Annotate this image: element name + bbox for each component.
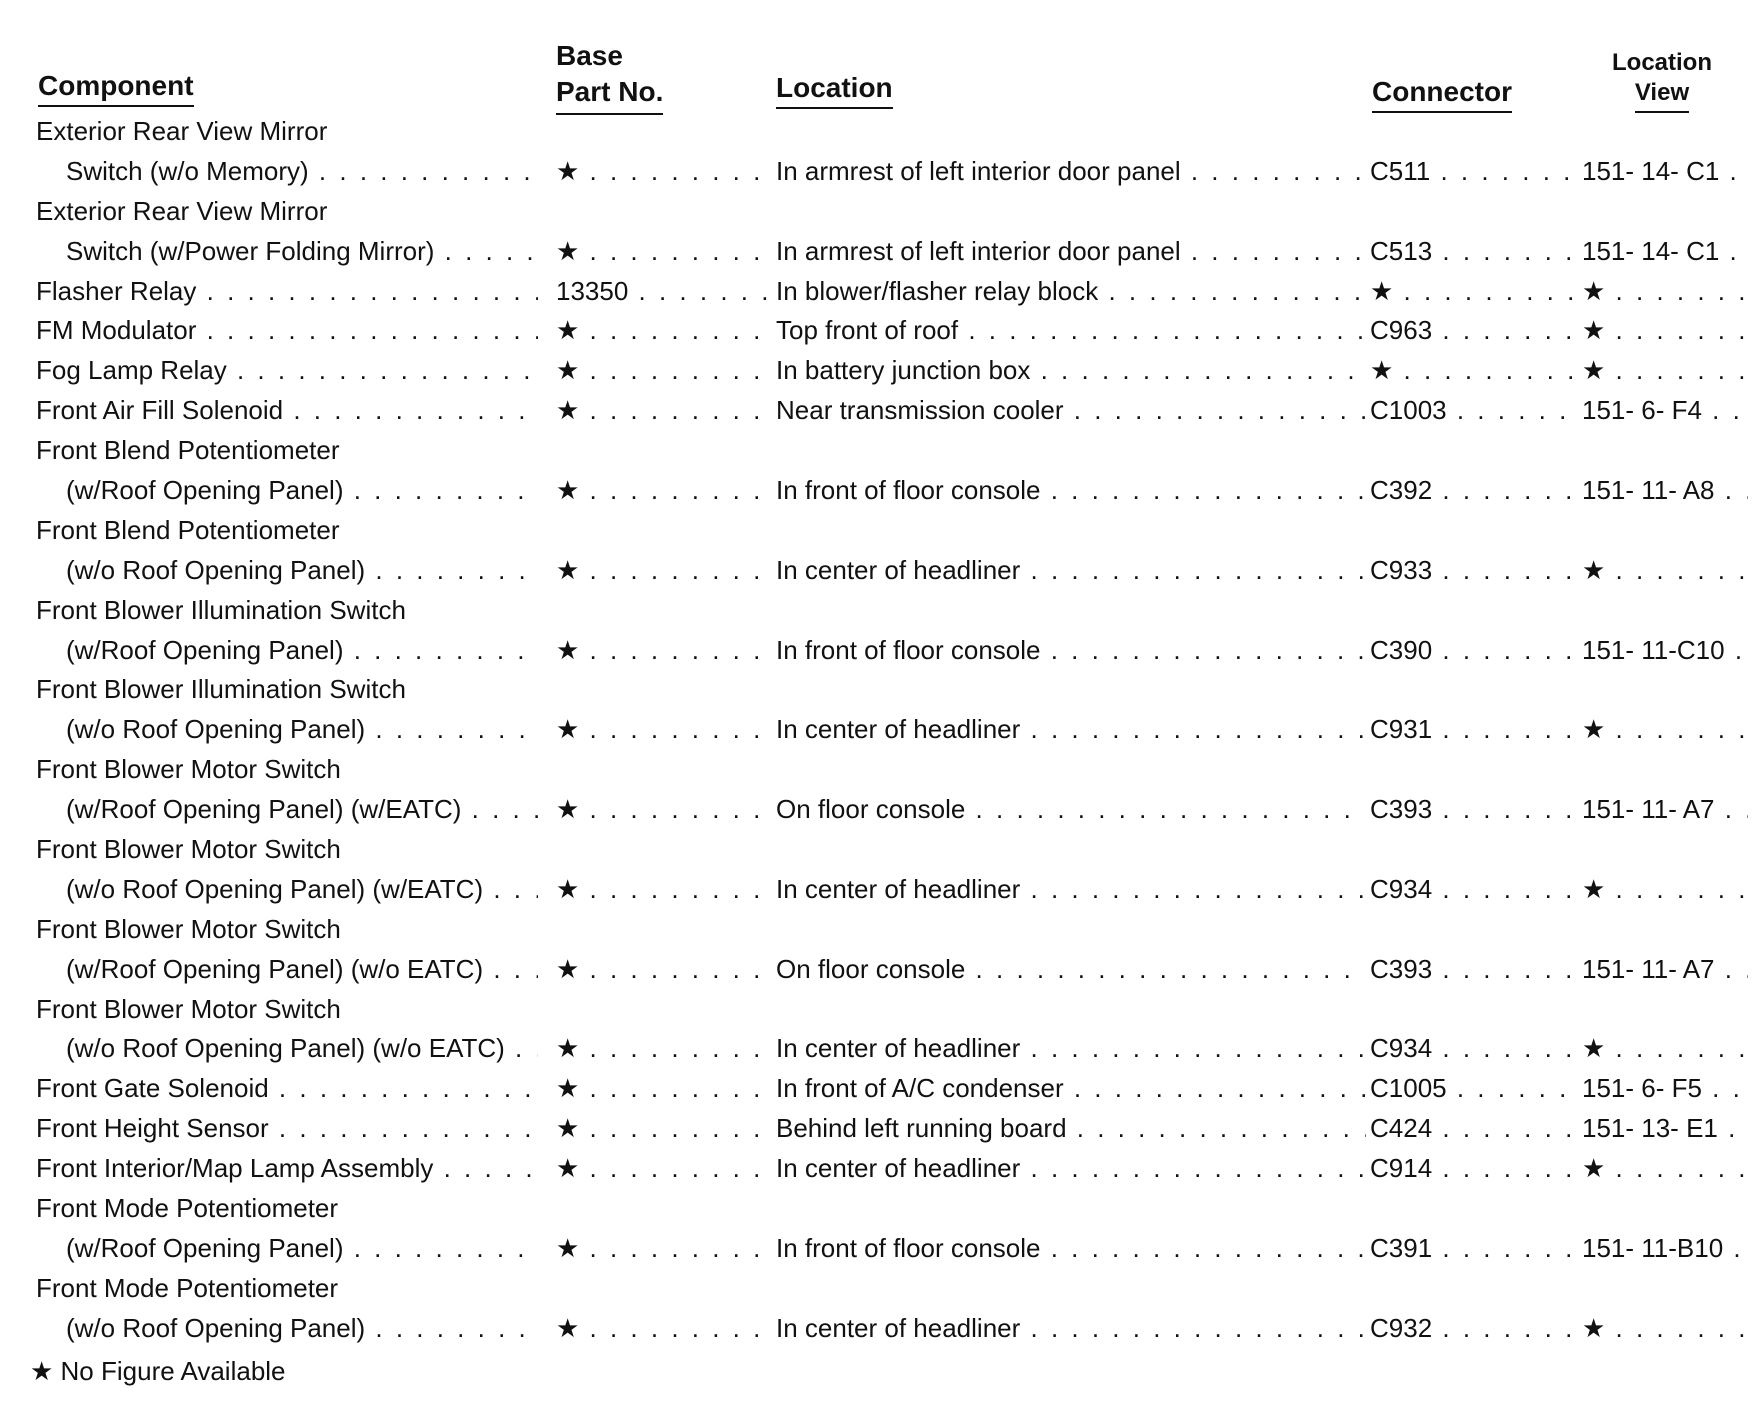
- base-part-no: ★ . . .: [556, 1109, 774, 1149]
- component-name: Fog Lamp Relay . . .: [36, 351, 538, 391]
- base-part-no: ★ . . .: [556, 790, 774, 830]
- connector-id: C390 . . .: [1370, 631, 1580, 671]
- table-row: [0, 471, 1758, 511]
- component-name: (w/Roof Opening Panel) . . .: [66, 1229, 538, 1269]
- base-part-no: ★ . . .: [556, 471, 774, 511]
- table-row: [0, 1189, 1758, 1229]
- location-view: 151- 11- A7 . . .: [1582, 950, 1748, 990]
- location-text: In armrest of left interior door panel . . .: [776, 152, 1366, 192]
- connector-id: C393 . . .: [1370, 950, 1580, 990]
- component-name: (w/o Roof Opening Panel) (w/o EATC) . . .: [66, 1029, 538, 1069]
- location-text: Top front of roof . . .: [776, 311, 1366, 351]
- base-part-no: ★ . . .: [556, 1309, 774, 1349]
- connector-id: C934 . . .: [1370, 870, 1580, 910]
- table-row: [0, 192, 1758, 232]
- component-name: Front Blend Potentiometer: [36, 435, 340, 466]
- table-row: [0, 910, 1758, 950]
- table-row: [0, 750, 1758, 790]
- table-row: [0, 1269, 1758, 1309]
- table-row: [0, 272, 1758, 312]
- connector-id: C1005 . . .: [1370, 1069, 1580, 1109]
- component-name: (w/o Roof Opening Panel) . . .: [66, 551, 538, 591]
- location-text: In center of headliner . . .: [776, 710, 1366, 750]
- component-name: FM Modulator . . .: [36, 311, 538, 351]
- location-view: ★ . . .: [1582, 351, 1748, 391]
- location-text: In front of A/C condenser . . .: [776, 1069, 1366, 1109]
- location-view: 151- 11- A8 . . .: [1582, 471, 1748, 511]
- location-view: ★ . . .: [1582, 1029, 1748, 1069]
- component-name: Exterior Rear View Mirror: [36, 195, 328, 226]
- base-part-no: ★ . . .: [556, 1149, 774, 1189]
- location-view: 151- 14- C1 . . .: [1582, 152, 1748, 192]
- connector-id: C424 . . .: [1370, 1109, 1580, 1149]
- header-component: [38, 70, 194, 107]
- connector-id: C1003 . . .: [1370, 391, 1580, 431]
- base-part-no: ★ . . .: [556, 710, 774, 750]
- table-row: [0, 830, 1758, 870]
- header-connector: [1372, 76, 1512, 113]
- location-text: In center of headliner . . .: [776, 1309, 1366, 1349]
- connector-id: C914 . . .: [1370, 1149, 1580, 1189]
- location-view: 151- 11- A7 . . .: [1582, 790, 1748, 830]
- table-row: [0, 1069, 1758, 1109]
- table-row: [0, 790, 1758, 830]
- location-text: Behind left running board . . .: [776, 1109, 1366, 1149]
- location-text: In blower/flasher relay block . . .: [776, 272, 1366, 312]
- connector-id: C391 . . .: [1370, 1229, 1580, 1269]
- component-name: Front Blower Illumination Switch: [36, 674, 406, 705]
- location-text: In front of floor console . . .: [776, 631, 1366, 671]
- header-view-line1: Location: [1612, 49, 1712, 76]
- location-view: ★ . . .: [1582, 710, 1748, 750]
- location-view: 151- 11-B10 . . .: [1582, 1229, 1748, 1269]
- component-name: Front Mode Potentiometer: [36, 1193, 339, 1224]
- connector-id: ★ . . .: [1370, 272, 1580, 312]
- table-row: [0, 990, 1758, 1030]
- location-text: On floor console . . .: [776, 790, 1366, 830]
- component-name: Front Blower Motor Switch: [36, 754, 341, 785]
- base-part-no: ★ . . .: [556, 631, 774, 671]
- connector-id: ★ . . .: [1370, 351, 1580, 391]
- header-base-part-no: [556, 38, 663, 115]
- component-name: Front Gate Solenoid . . .: [36, 1069, 538, 1109]
- component-name: Front Blower Motor Switch: [36, 834, 341, 865]
- connector-id: C513 . . .: [1370, 232, 1580, 272]
- component-name: Front Mode Potentiometer: [36, 1272, 339, 1303]
- base-part-no: ★ . . .: [556, 311, 774, 351]
- component-name: (w/Roof Opening Panel) (w/o EATC) . . .: [66, 950, 538, 990]
- location-view: ★ . . .: [1582, 870, 1748, 910]
- location-text: Near transmission cooler . . .: [776, 391, 1366, 431]
- location-view: ★ . . .: [1582, 311, 1748, 351]
- header-view-line2: View: [1635, 78, 1689, 113]
- base-part-no: ★ . . .: [556, 1229, 774, 1269]
- component-name: (w/o Roof Opening Panel) (w/EATC) . . .: [66, 870, 538, 910]
- location-view: ★ . . .: [1582, 272, 1748, 312]
- component-name: Front Blower Motor Switch: [36, 993, 341, 1024]
- base-part-no: ★ . . .: [556, 950, 774, 990]
- table-row: [0, 232, 1758, 272]
- component-name: (w/o Roof Opening Panel) . . .: [66, 1309, 538, 1349]
- component-name: (w/Roof Opening Panel) . . .: [66, 471, 538, 511]
- component-name: (w/Roof Opening Panel) . . .: [66, 631, 538, 671]
- location-view: ★ . . .: [1582, 1149, 1748, 1189]
- location-text: In battery junction box . . .: [776, 351, 1366, 391]
- location-view: ★ . . .: [1582, 551, 1748, 591]
- connector-id: C933 . . .: [1370, 551, 1580, 591]
- component-name: Front Blower Illumination Switch: [36, 594, 406, 625]
- location-text: In armrest of left interior door panel . . .: [776, 232, 1366, 272]
- header-connector-label: Connector: [1372, 76, 1512, 113]
- base-part-no: ★ . . .: [556, 351, 774, 391]
- table-row: [0, 1149, 1758, 1189]
- footnote: ★ No Figure Available: [30, 1356, 286, 1386]
- base-part-no: ★ . . .: [556, 1069, 774, 1109]
- table-row: [0, 351, 1758, 391]
- table-row: [0, 710, 1758, 750]
- component-name: Switch (w/o Memory) . . .: [66, 152, 538, 192]
- base-part-no: ★ . . .: [556, 1029, 774, 1069]
- connector-id: C511 . . .: [1370, 152, 1580, 192]
- connector-id: C393 . . .: [1370, 790, 1580, 830]
- table-row: [0, 152, 1758, 192]
- connector-id: C963 . . .: [1370, 311, 1580, 351]
- component-name: Flasher Relay . . .: [36, 272, 538, 312]
- component-name: Front Height Sensor . . .: [36, 1109, 538, 1149]
- location-view: 151- 14- C1 . . .: [1582, 232, 1748, 272]
- connector-id: C934 . . .: [1370, 1029, 1580, 1069]
- base-part-no: ★ . . .: [556, 870, 774, 910]
- component-name: Front Interior/Map Lamp Assembly . . .: [36, 1149, 538, 1189]
- table-row: [0, 511, 1758, 551]
- location-text: On floor console . . .: [776, 950, 1366, 990]
- component-name: Switch (w/Power Folding Mirror) . . .: [66, 232, 538, 272]
- component-name: Front Blower Motor Switch: [36, 913, 341, 944]
- component-name: (w/o Roof Opening Panel) . . .: [66, 710, 538, 750]
- base-part-no: 13350 . . .: [556, 272, 774, 312]
- connector-id: C931 . . .: [1370, 710, 1580, 750]
- base-part-no: ★ . . .: [556, 152, 774, 192]
- connector-id: C392 . . .: [1370, 471, 1580, 511]
- base-part-no: ★ . . .: [556, 232, 774, 272]
- location-view: ★ . . .: [1582, 1309, 1748, 1349]
- table-row: [0, 591, 1758, 631]
- header-part-line1: Base: [556, 40, 623, 71]
- table-row: [0, 431, 1758, 471]
- location-view: 151- 13- E1 . . .: [1582, 1109, 1748, 1149]
- table-row: [0, 870, 1758, 910]
- location-text: In center of headliner . . .: [776, 870, 1366, 910]
- table-row: [0, 1109, 1758, 1149]
- component-name: (w/Roof Opening Panel) (w/EATC) . . .: [66, 790, 538, 830]
- connector-id: C932 . . .: [1370, 1309, 1580, 1349]
- location-text: In center of headliner . . .: [776, 1029, 1366, 1069]
- header-location-view: [1606, 48, 1718, 113]
- location-text: In center of headliner . . .: [776, 551, 1366, 591]
- header-location: [776, 72, 893, 109]
- table-row: [0, 670, 1758, 710]
- table-row: [0, 1229, 1758, 1269]
- location-text: In front of floor console . . .: [776, 1229, 1366, 1269]
- location-view: 151- 6- F5 . . .: [1582, 1069, 1748, 1109]
- location-view: 151- 11-C10 . . .: [1582, 631, 1748, 671]
- table-row: [0, 950, 1758, 990]
- table-row: [0, 1309, 1758, 1349]
- table-row: [0, 631, 1758, 671]
- component-table: [0, 112, 1758, 1349]
- component-name: Front Air Fill Solenoid . . .: [36, 391, 538, 431]
- header-location-label: Location: [776, 72, 893, 109]
- table-row: [0, 1029, 1758, 1069]
- header-part-line2: Part No.: [556, 74, 663, 115]
- base-part-no: ★ . . .: [556, 391, 774, 431]
- base-part-no: ★ . . .: [556, 551, 774, 591]
- table-row: [0, 551, 1758, 591]
- location-view: 151- 6- F4 . . .: [1582, 391, 1748, 431]
- component-name: Exterior Rear View Mirror: [36, 116, 328, 146]
- table-row: [0, 311, 1758, 351]
- component-name: Front Blend Potentiometer: [36, 514, 340, 545]
- location-text: In front of floor console . . .: [776, 471, 1366, 511]
- location-text: In center of headliner . . .: [776, 1149, 1366, 1189]
- header-component-label: Component: [38, 70, 194, 107]
- table-row: [0, 391, 1758, 431]
- table-row: [0, 112, 1758, 152]
